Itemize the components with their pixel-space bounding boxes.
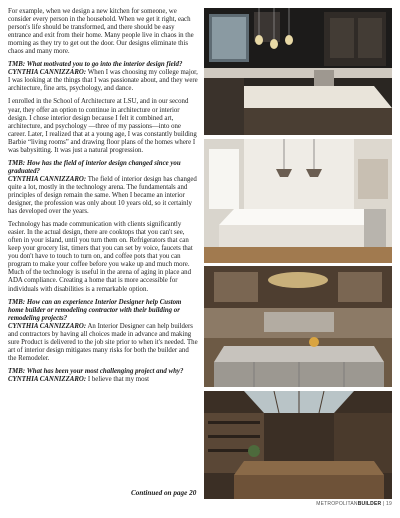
- question-1: TMB: What motivated you to go into the interior design field?: [8, 61, 183, 69]
- wood-kitchen-skylight-photo: [204, 391, 392, 499]
- continued-note: Continued on page 20: [131, 489, 197, 497]
- page-footer: METROPOLITANBUILDER | 19: [316, 501, 392, 507]
- answer-2-speaker: CYNTHIA CANNIZZARO:: [8, 175, 87, 183]
- dark-modern-kitchen-photo: [204, 8, 392, 135]
- question-block-4: [8, 368, 198, 384]
- paragraph-intro: For example, when we design a new kitchen for someone, we consider every person in the household. When we get it right, each person's life should be transformed, and there should be easy entrance and exit from their home. Many people live in chaos in the morning as they try to get out the door. Our designs eliminate this chaos and many more.: [8, 8, 194, 56]
- paragraph-lsu: I enrolled in the School of Architecture at LSU, and in our second year, they offer an option to continue in architecture or interior design. I chose interior design because I felt it combined art, architecture, and psychology —three of my passions—into one career. Later, I realized that at a young age, I was constantly building Barbie “living rooms” and drawing floor plans of the homes where I was babysitting. It was just a natural progression.: [8, 98, 197, 154]
- article-column: [8, 8, 198, 389]
- answer-3-text: An Interior Designer can help builders and contractors by having all choices made in advance and making sure Product is delivered to the job site prior to when it's needed. The art of interior design mitigates many risks for both the builder and the Remodeler.: [8, 322, 198, 362]
- answer-3-speaker: CYNTHIA CANNIZZARO:: [8, 322, 87, 330]
- answer-1-text: When I was choosing my college major, I was looking at the things that I was passionate about, and they were architecture, fine arts, psychology, and dance.: [8, 69, 198, 93]
- answer-2-text: The field of interior design has changed quite a lot, mostly in the technology arena. The fundamentals and principles of design remain the same. When I became an interior designer, the profession was only about 10 years old, so it certainly has developed over the years.: [8, 175, 197, 216]
- page-number: 19: [386, 501, 392, 507]
- question-block-2: [8, 160, 198, 216]
- publication-name-bold: BUILDER: [357, 501, 382, 507]
- answer-1-speaker: CYNTHIA CANNIZZARO:: [8, 69, 87, 77]
- stainless-steel-kitchen-photo: [204, 266, 392, 387]
- question-block-3: [8, 299, 198, 363]
- publication-name: METROPOLITAN: [316, 501, 358, 507]
- answer-4-speaker: CYNTHIA CANNIZZARO:: [8, 375, 87, 383]
- question-2: TMB: How has the field of interior design changed since you graduated?: [8, 159, 181, 175]
- paragraph-technology: Technology has made communication with clients significantly easier. In the actual design, there are cooktops that you can't see, often in your island, until you turn them on. Refrigerators that can keep your grocery list, timers that you can set by voice, faucets that you don't have to touch to turn on, and coffee pots that you can program to make your coffee before you wake up and much more. Much of the technology is useful in the arena of aging in place and ADA compliance. Creating a home that is more accessible for individuals with disabilities is a remarkable option.: [8, 221, 193, 293]
- question-block-1: [8, 61, 198, 93]
- question-4: TMB: What has been your most challenging project and why?: [8, 367, 184, 375]
- white-kitchen-photo: [204, 139, 392, 263]
- answer-4-text: I believe that my most: [86, 375, 150, 383]
- question-3: TMB: How can an experience Interior Designer help Custom home builder or remodeling contractor with their building or remodeling projects?: [8, 298, 182, 322]
